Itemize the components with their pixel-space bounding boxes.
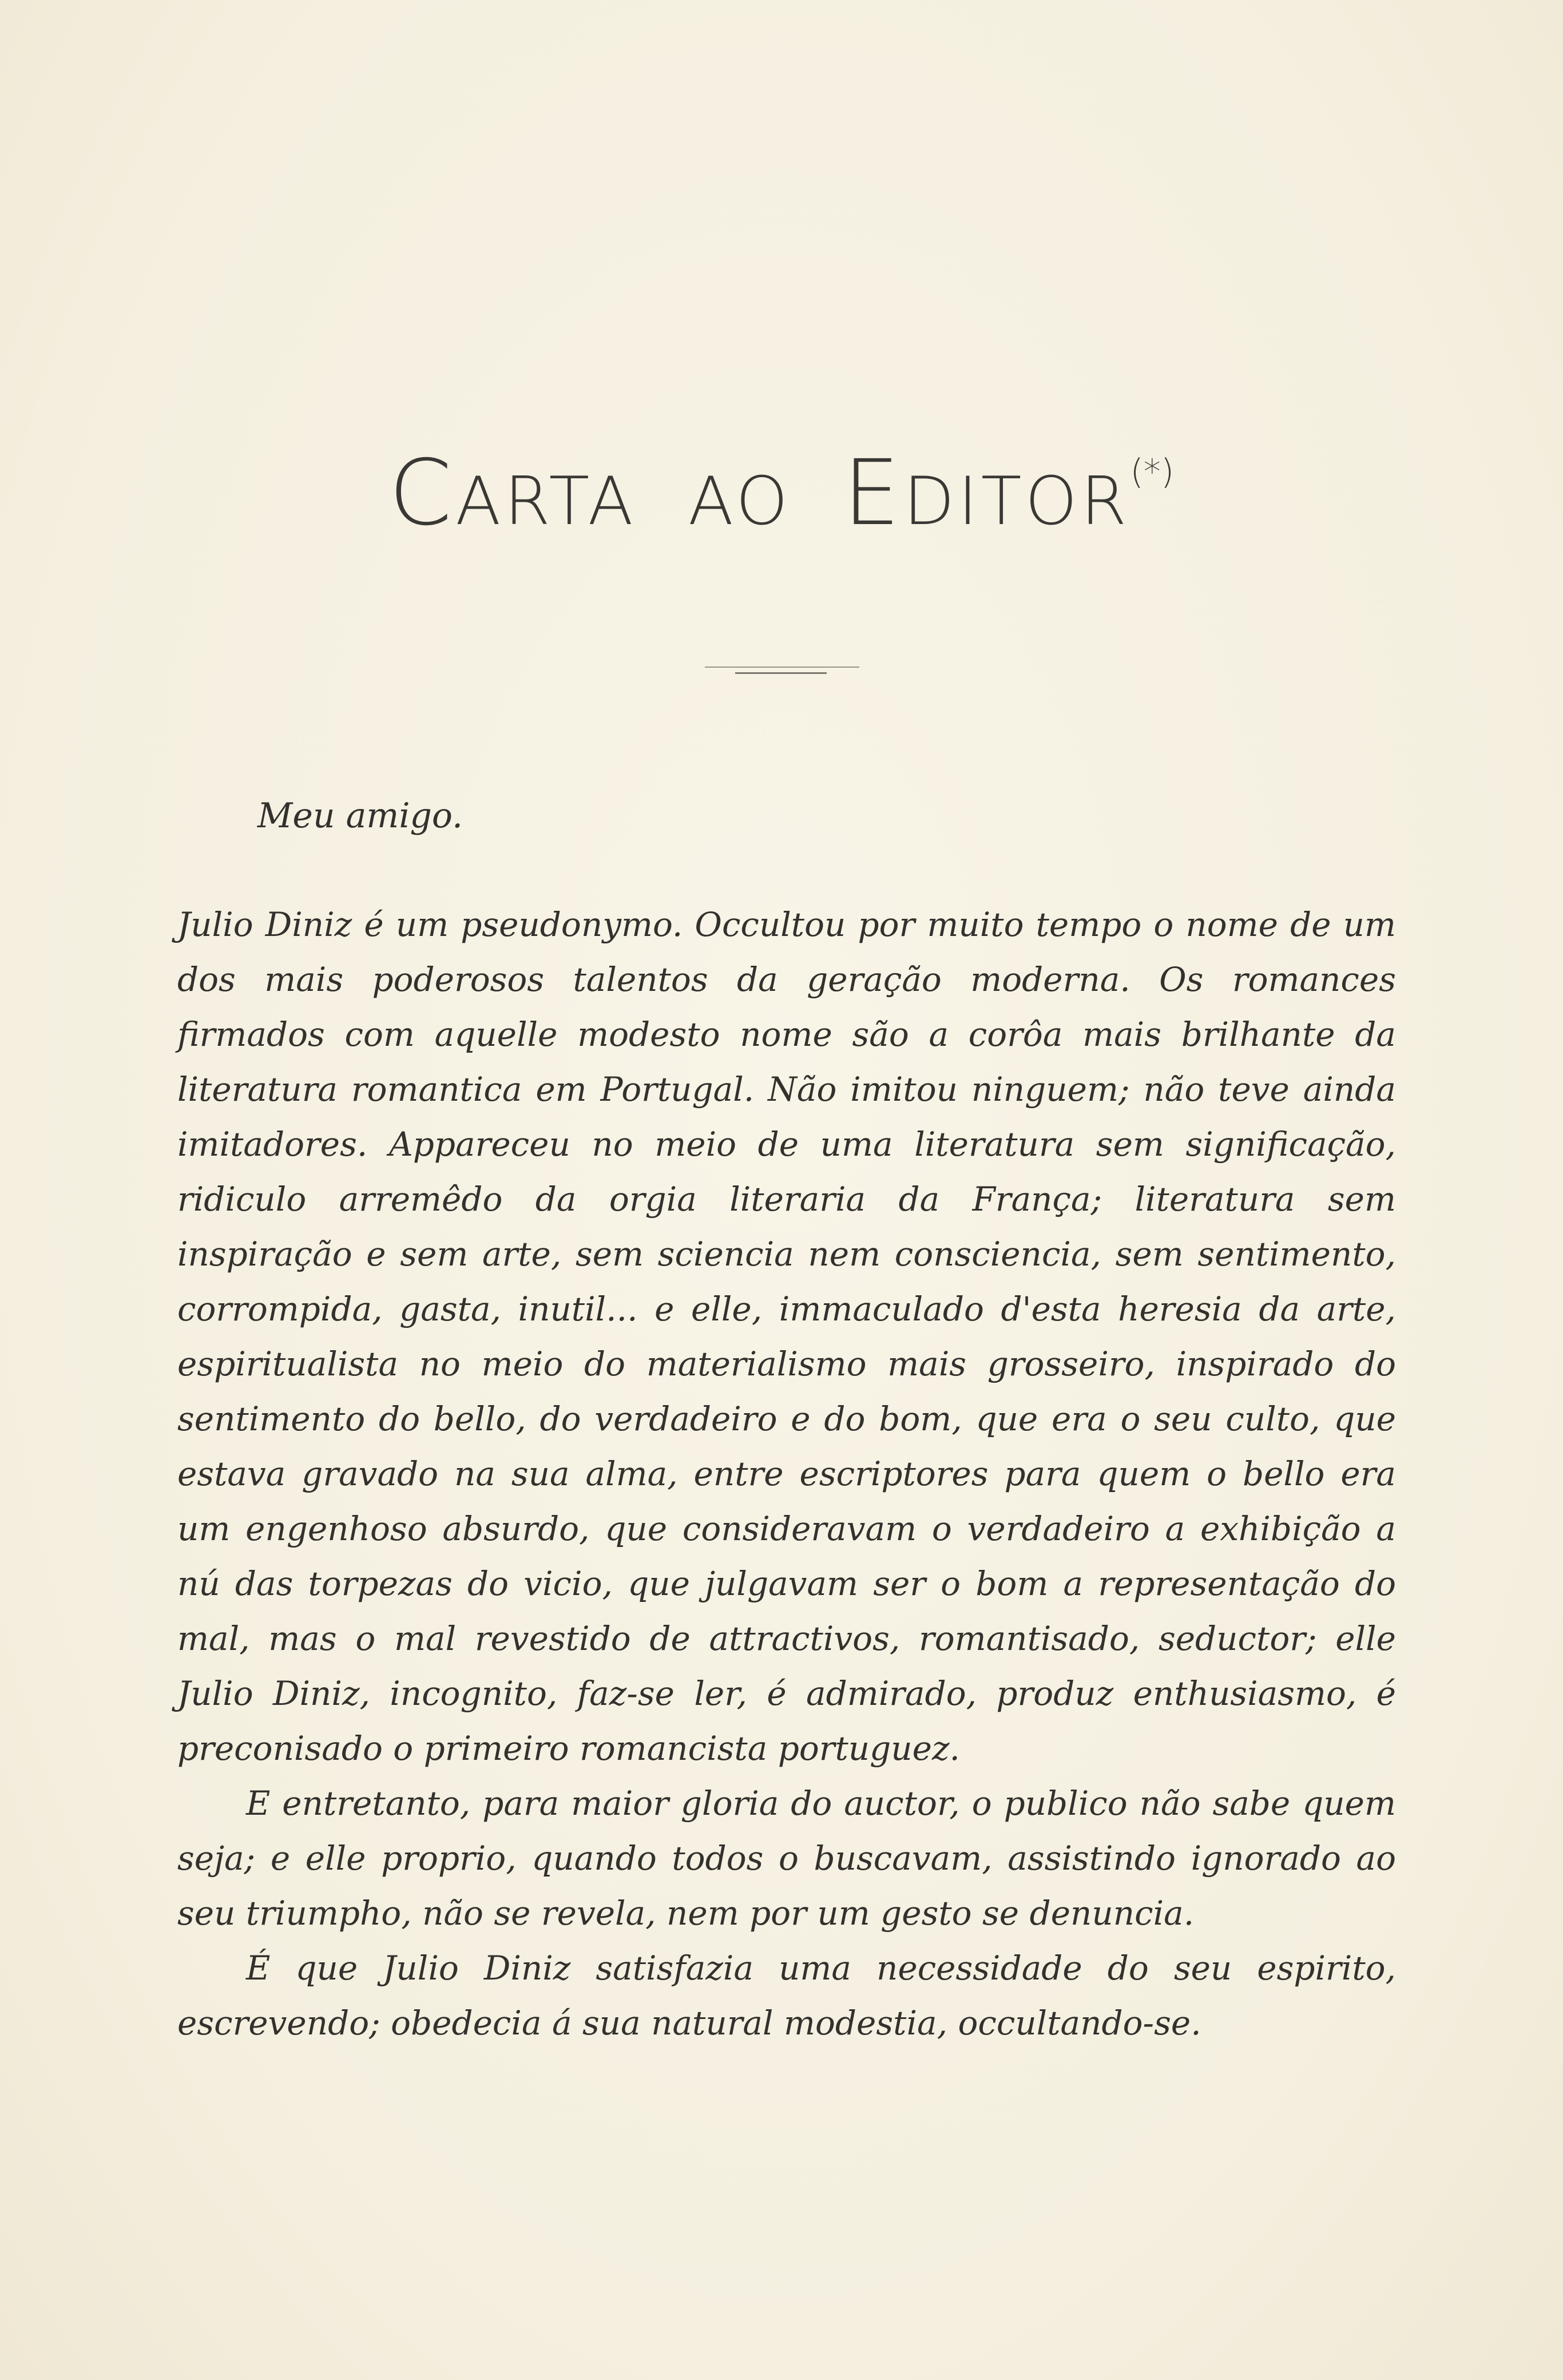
title-word-editor-rest: DITOR [903, 463, 1130, 540]
letter-body [177, 897, 1396, 2050]
page-title [0, 441, 1563, 546]
title-initial-c: C [388, 441, 455, 546]
footnote-marker: (*) [1130, 452, 1175, 492]
title-word-ao: AO [688, 463, 792, 540]
paragraph-3: É que Julio Diniz satisfazia uma necessidade do seu espirito, escrevendo; obedecia á sua natural modestia, occultando-se. [177, 1949, 1396, 2042]
paragraph-1: Julio Diniz é um pseudonymo. Occultou por muito tempo o nome de um dos mais poderosos talentos da geração moderna. Os romances firmados com aquelle modesto nome são a corôa mais brilhante da literatura romantica em Portugal. Não imitou ninguem; não teve ainda imitadores. Appareceu no meio de uma literatura sem significação, ridiculo arremêdo da orgia literaria da França; literatura sem inspiração e sem arte, sem sciencia nem consciencia, sem sentimento, corrompida, gasta, inutil... e elle, immaculado d'esta heresia da arte, espiritualista no meio do materialismo mais grosseiro, inspirado do sentimento do bello, do verdadeiro e do bom, que era o seu culto, que estava gravado na sua alma, entre escriptores para quem o bello era um engenhoso absurdo, que consideravam o verdadeiro a exhibição a nú das torpezas do vicio, que julgavam ser o bom a representação do mal, mas o mal revestido de attractivos, romantisado, seductor; elle Julio Diniz, incognito, faz-se ler, é admirado, produz enthusiasmo, é preconisado o primeiro romancista portuguez. [177, 905, 1396, 1768]
paragraph-2: E entretanto, para maior gloria do auctor, o publico não sabe quem seja; e elle proprio, quando todos o buscavam, assistindo ignorado ao seu triumpho, não se revela, nem por um gesto se denuncia. [177, 1784, 1396, 1933]
title-divider-top [705, 667, 859, 668]
title-word-carta-rest: ARTA [455, 463, 637, 540]
salutation: Meu amigo. [257, 796, 463, 836]
title-divider-bottom [735, 672, 827, 674]
title-initial-e: E [843, 441, 904, 546]
